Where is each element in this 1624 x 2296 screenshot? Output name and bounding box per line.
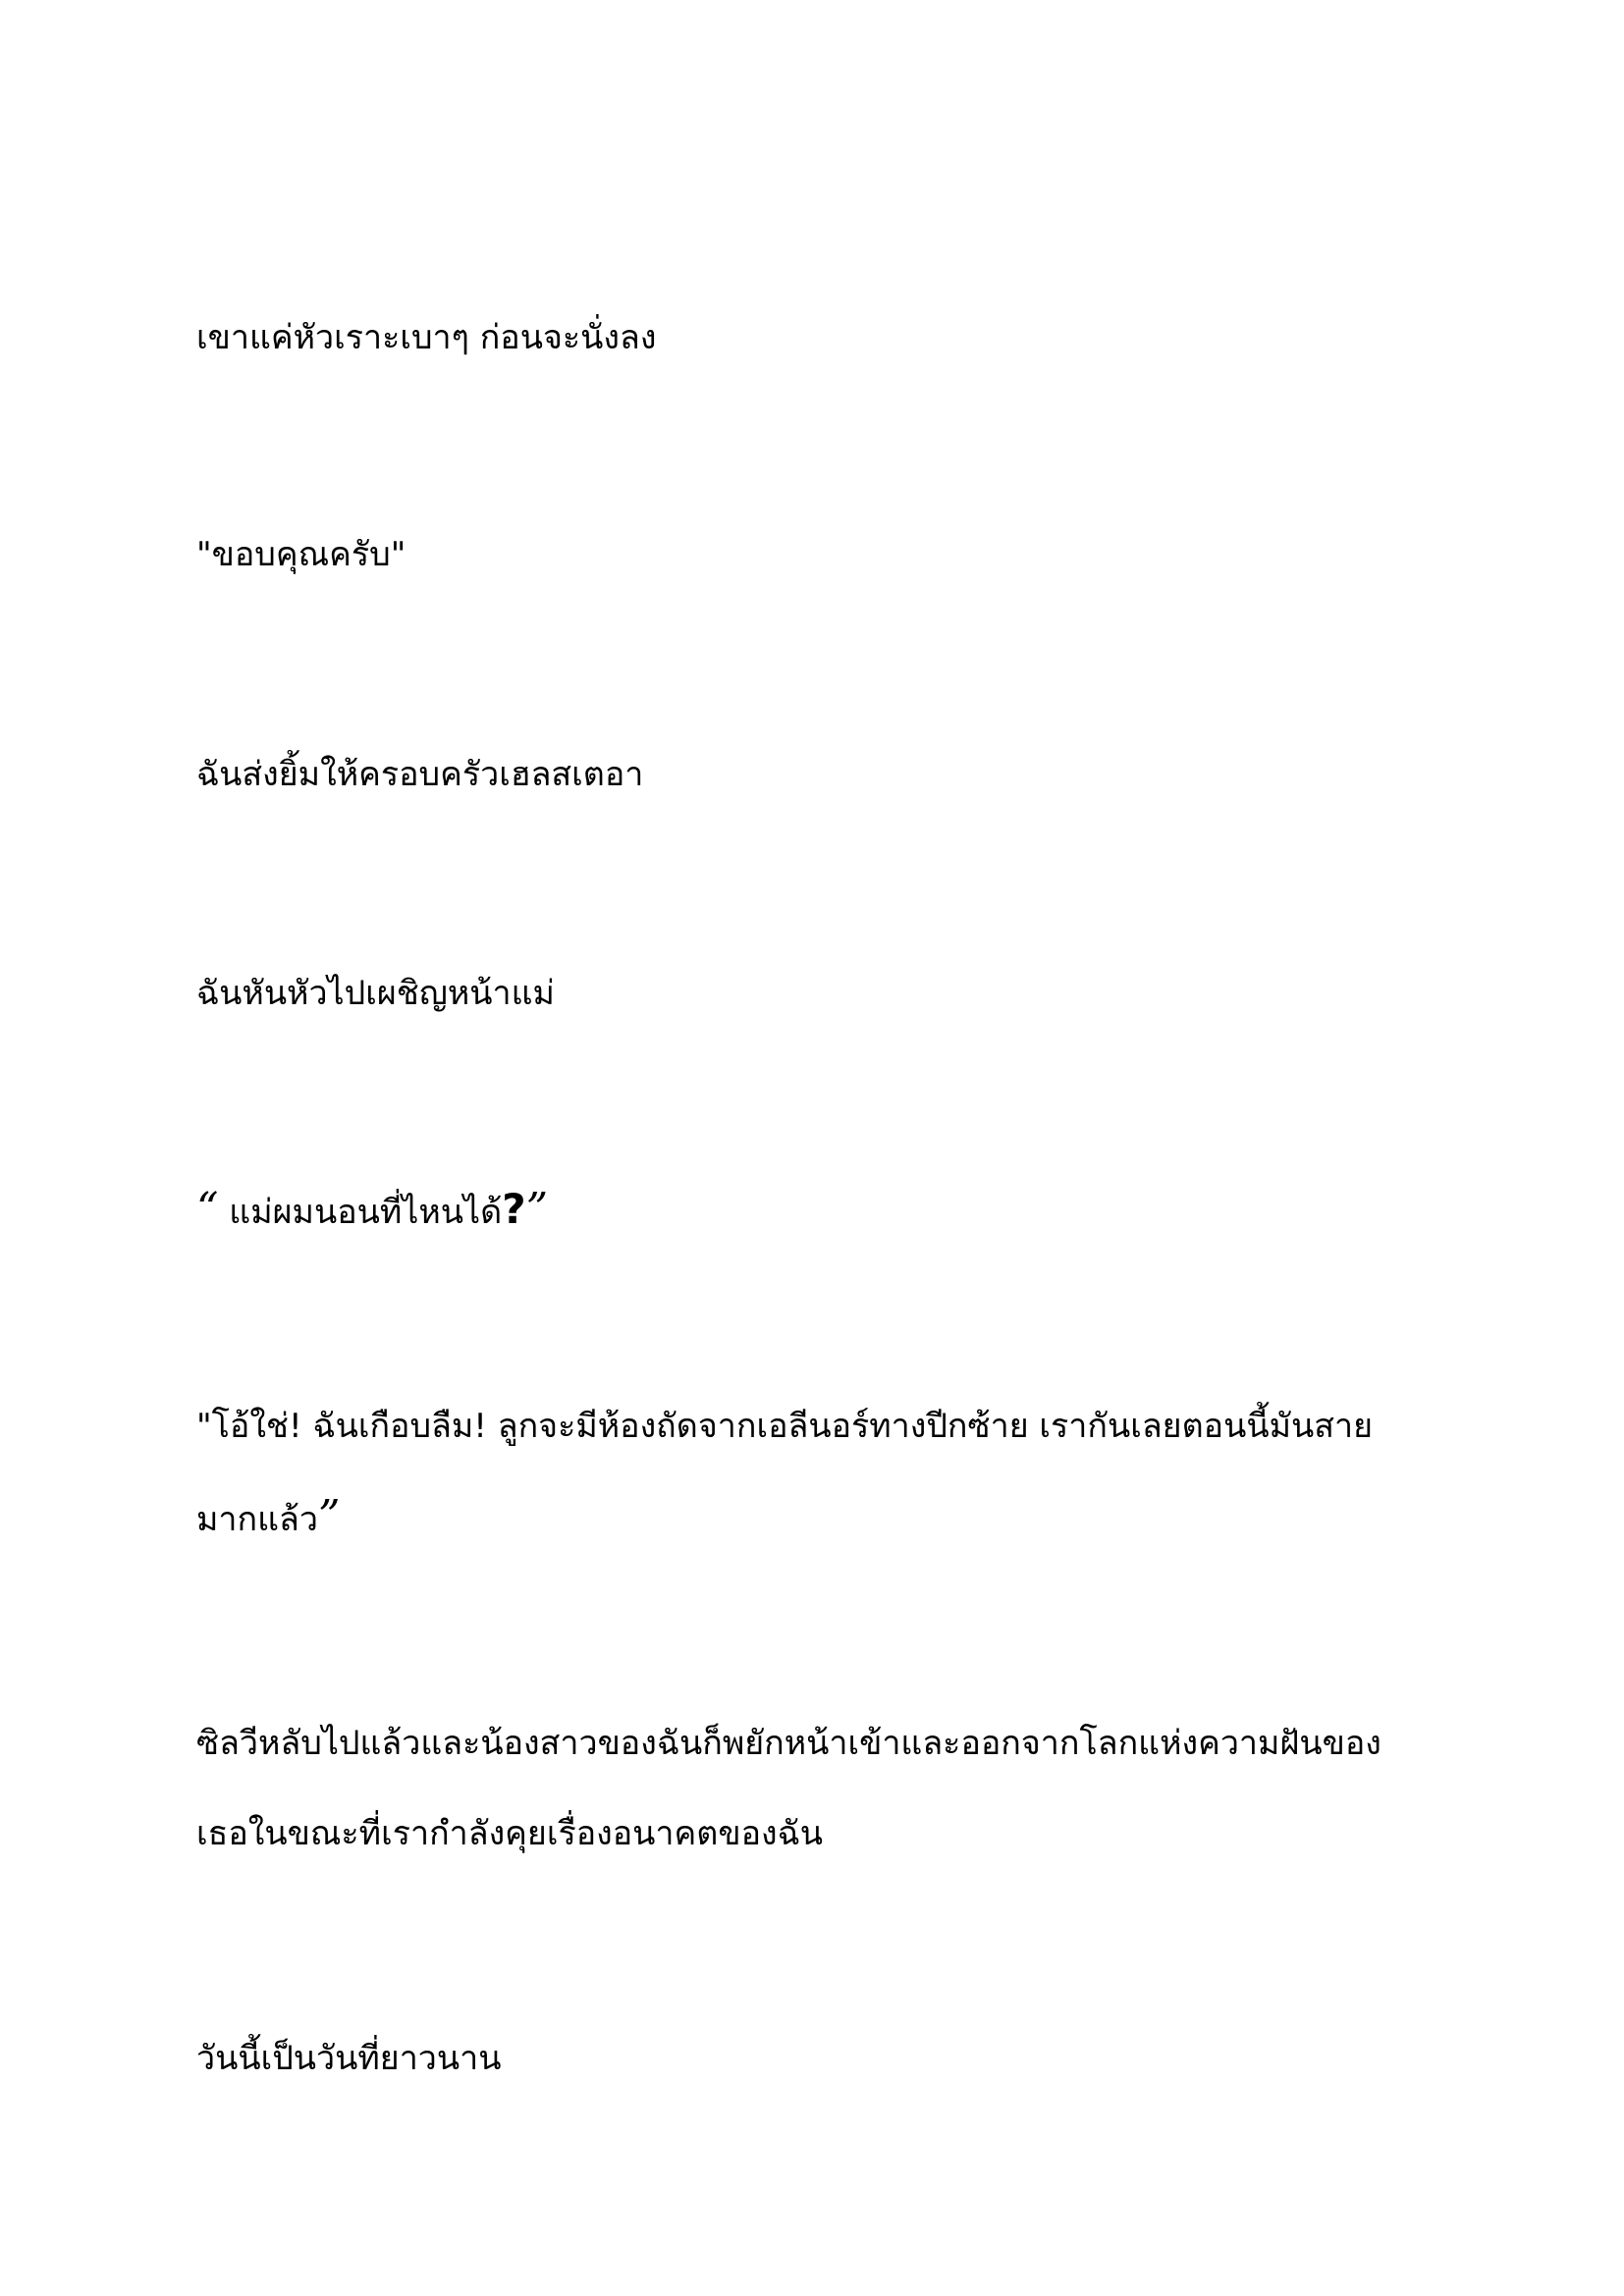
paragraph-sylvie-line-1: ซิลวีหลับไปแล้วและน้องสาวของฉันก็พยักหน้าเข้าและออกจากโลกแห่งความฝันของ (196, 1724, 1381, 1763)
paragraph-thanks: "ขอบคุณครับ" (196, 535, 406, 574)
paragraph-sylvie (196, 1698, 1453, 1879)
paragraph-sylvie-line-2: เธอในขณะที่เรากำลังคุยเรื่องอนาคตของฉัน (196, 1814, 823, 1853)
close-quote: ” (525, 1184, 549, 1234)
paragraph-long-day: วันนี้เป็นวันที่ยาวนาน (196, 2039, 502, 2078)
paragraph-question (196, 1184, 1453, 1234)
question-text: แม่ผมนอนที่ไหนได้ (218, 1193, 503, 1232)
paragraph-room (196, 1381, 1453, 1565)
paragraph-laugh: เขาแค่หัวเราะเบาๆ ก่อนจะนั่งลง (196, 318, 657, 357)
open-quote: “ (196, 1184, 219, 1234)
close-quote: ” (317, 1491, 341, 1541)
paragraph-room-line-2 (196, 1471, 1453, 1565)
paragraph-face-mom: ฉันหันหัวไปเผชิญหน้าแม่ (196, 974, 555, 1013)
paragraph-room-line-2-text: มากแล้ว (196, 1500, 318, 1539)
paragraph-smile: ฉันส่งยิ้มให้ครอบครัวเฮลสเตอา (196, 755, 644, 794)
question-mark: ? (502, 1185, 526, 1233)
paragraph-room-line-1: "โอ้ใช่! ฉันเกือบลืม! ลูกจะมีห้องถัดจากเอลีนอร์ทางปีกซ้าย เรากันเลยตอนนี้มันสาย (196, 1407, 1374, 1446)
